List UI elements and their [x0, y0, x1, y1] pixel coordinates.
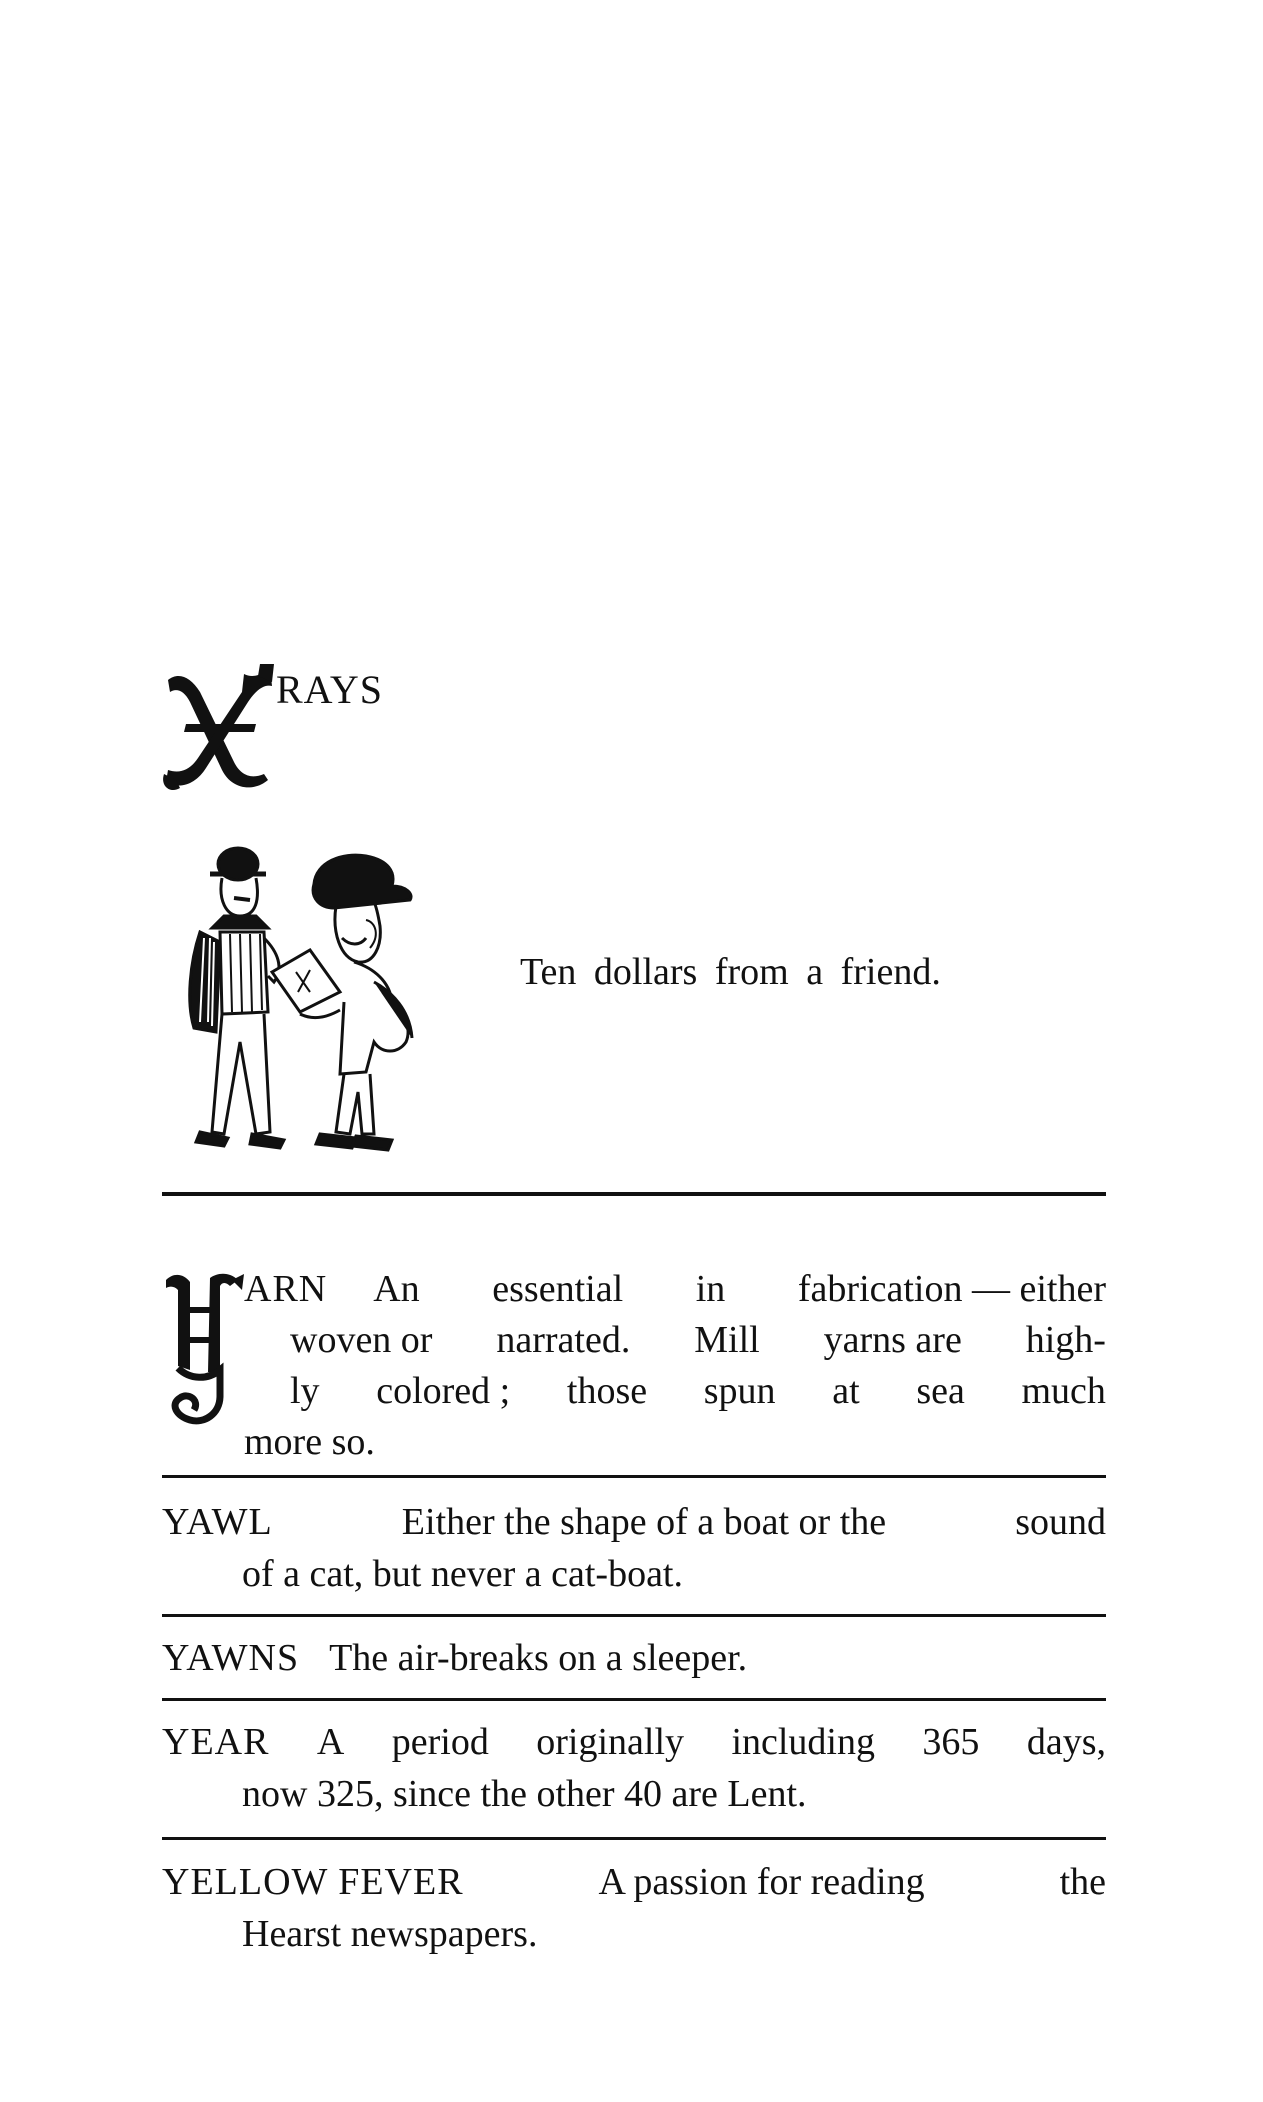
word: sea	[916, 1370, 965, 1412]
blackletter-x-initial	[160, 662, 278, 794]
text-line	[162, 1264, 1106, 1315]
text-line	[162, 1716, 1106, 1768]
word: more so.	[244, 1421, 375, 1463]
definition-text: Either the shape of a boat or the	[401, 1501, 887, 1543]
text-line	[162, 1315, 1106, 1366]
text-line	[162, 1908, 1106, 1960]
definition-text: sound	[1015, 1501, 1106, 1543]
definition-text: A	[316, 1721, 345, 1763]
word: woven or	[290, 1319, 433, 1361]
word: Mill	[694, 1319, 760, 1361]
entry-divider	[162, 1837, 1106, 1840]
word: essential	[492, 1268, 624, 1310]
definition-text: The air-breaks on a sleeper.	[329, 1637, 748, 1679]
yarn-headword: ARN	[244, 1268, 328, 1310]
definition-text: of a cat, but never a cat-boat.	[242, 1553, 683, 1595]
entry-divider	[162, 1614, 1106, 1617]
year-entry	[162, 1716, 1106, 1820]
text-line	[162, 1548, 1106, 1600]
definition-text: 365	[922, 1721, 980, 1763]
definition-text: now 325, since the other 40 are Lent.	[242, 1773, 807, 1815]
text-line	[162, 1417, 1106, 1468]
entry-headword: YAWL	[162, 1501, 273, 1543]
word: at	[832, 1370, 860, 1412]
word: narrated.	[496, 1319, 631, 1361]
entry-headword: YEAR	[162, 1721, 270, 1763]
cartoon-illustration	[160, 842, 460, 1172]
definition-text: the	[1059, 1861, 1106, 1903]
word: much	[1021, 1370, 1106, 1412]
text-line	[162, 1856, 1106, 1908]
text-line	[162, 1496, 1106, 1548]
entry-divider	[162, 1475, 1106, 1478]
yawl-entry	[162, 1496, 1106, 1600]
yellow-fever-entry	[162, 1856, 1106, 1960]
word: high-	[1025, 1319, 1106, 1361]
word: spun	[703, 1370, 776, 1412]
yarn-entry	[162, 1264, 1106, 1468]
entry-headword: YELLOW FEVER	[162, 1861, 464, 1903]
definition-text: A passion for reading	[598, 1861, 925, 1903]
man-in-bowler-hat	[190, 848, 284, 1148]
definition-text: period	[391, 1721, 489, 1763]
cartoon-caption: Ten dollars from a friend.	[520, 951, 941, 993]
word: those	[566, 1370, 648, 1412]
yawns-entry	[162, 1632, 1106, 1684]
definition-text: including	[731, 1721, 875, 1763]
definition-text: originally	[536, 1721, 685, 1763]
word: in	[695, 1268, 726, 1310]
word: An	[373, 1268, 420, 1310]
definition-text: Hearst newspapers.	[242, 1913, 538, 1955]
word: yarns are	[823, 1319, 962, 1361]
word: ly	[290, 1370, 320, 1412]
word: fabrication — either	[797, 1268, 1106, 1310]
text-line	[162, 1768, 1106, 1820]
word: colored ;	[376, 1370, 511, 1412]
entry-headword: YAWNS	[162, 1637, 300, 1679]
text-line	[162, 1366, 1106, 1417]
x-rays-heading: RAYS	[276, 667, 384, 712]
entry-divider	[162, 1698, 1106, 1701]
banknote	[272, 950, 340, 1012]
section-divider	[162, 1192, 1106, 1196]
definition-text: days,	[1026, 1721, 1106, 1763]
text-line	[162, 1632, 1106, 1684]
